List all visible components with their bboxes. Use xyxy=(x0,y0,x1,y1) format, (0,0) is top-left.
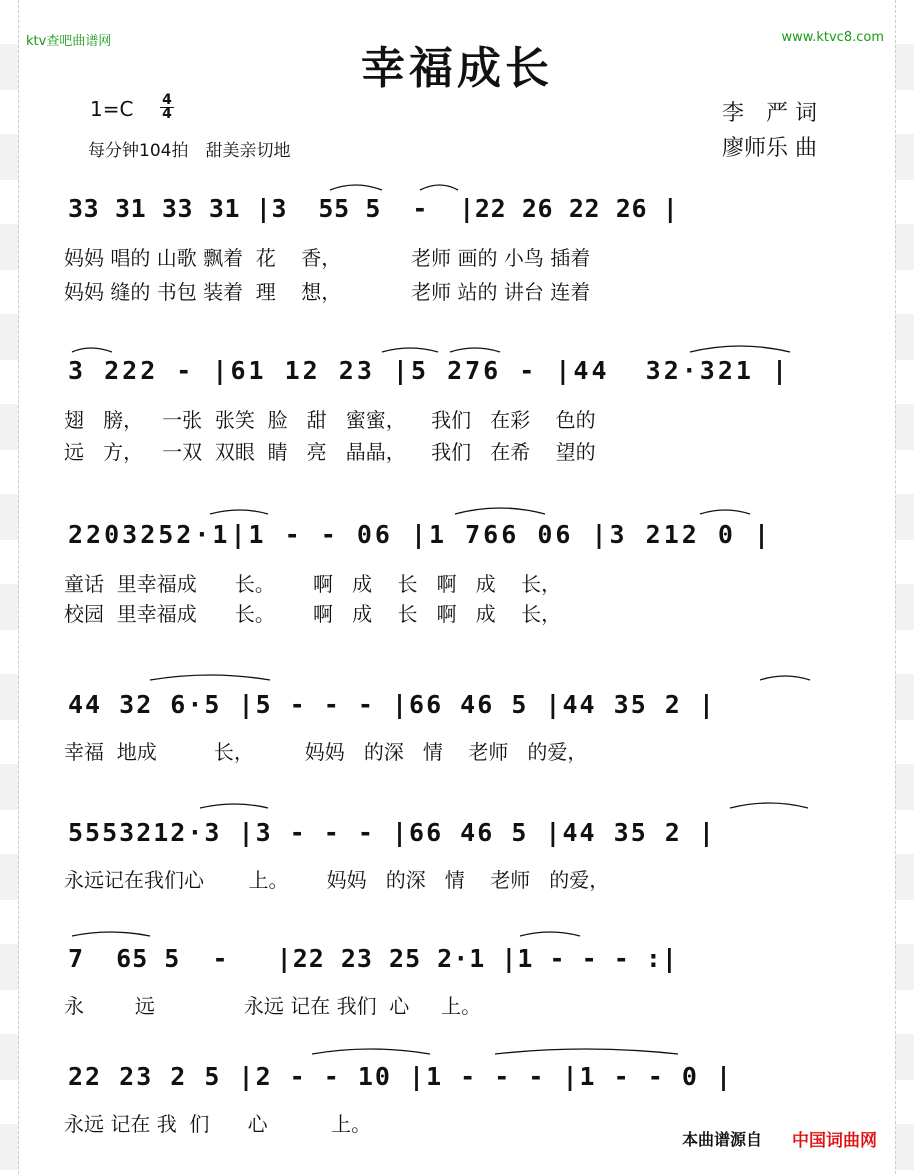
source-site-name: 中国词曲网 xyxy=(792,1131,877,1151)
notation-line-6: 7 65 5 - |22 23 25 2·1 |1 - - - :| xyxy=(68,944,678,973)
lyric-line-3b: 校园 里幸福成 长。 啊 成 长 啊 成 长， xyxy=(64,602,562,626)
notation-line-2: 3 222 - |61 12 23 |5 276 - |44 32·321 | xyxy=(68,356,791,385)
notation-line-5: 5553212·3 |3 - - - |66 46 5 |44 35 2 | xyxy=(68,818,716,847)
watermark-right: www.ktvc8.com xyxy=(781,30,884,45)
notation-line-7: 22 23 2 5 |2 - - 10 |1 - - - |1 - - 0 | xyxy=(68,1062,733,1091)
watermark-left: ktv查吧曲谱网 xyxy=(26,34,112,49)
lyric-line-3a: 童话 里幸福成 长。 啊 成 长 啊 成 长， xyxy=(64,572,562,596)
lyric-line-2b: 远 方， 一双 双眼 睛 亮 晶晶， 我们 在希 望的 xyxy=(64,440,596,464)
notation-line-3: 2203252·1|1 - - 06 |1 766 06 |3 212 0 | xyxy=(68,520,772,549)
time-signature-bottom: 4 xyxy=(162,106,172,122)
lyric-line-1b: 妈妈 缝的 书包 装着 理 想， 老师 站的 讲台 连着 xyxy=(64,280,591,304)
time-signature-top: 4 xyxy=(160,94,174,108)
source-label: 本曲谱源自 xyxy=(682,1130,763,1149)
key-signature: 1=C xyxy=(90,97,134,121)
lyric-line-6: 永 远 永远 记在 我们 心 上。 xyxy=(64,994,482,1018)
lyric-line-5: 永远记在我们心 上。 妈妈 的深 情 老师 的爱， xyxy=(64,868,610,892)
notation-line-4: 44 32 6·5 |5 - - - |66 46 5 |44 35 2 | xyxy=(68,690,716,719)
lyricist-credit: 李 严 词 xyxy=(722,101,817,126)
lyric-line-7: 永远 记在 我 们 心 上。 xyxy=(64,1112,372,1136)
notation-line-1: 33 31 33 31 |3 55 5 - |22 26 22 26 | xyxy=(68,194,679,223)
tempo-marking: 每分钟104拍 甜美亲切地 xyxy=(88,141,291,161)
lyric-line-4: 幸福 地成 长， 妈妈 的深 情 老师 的爱， xyxy=(64,740,588,764)
lyric-line-2a: 翅 膀， 一张 张笑 脸 甜 蜜蜜， 我们 在彩 色的 xyxy=(64,408,596,432)
song-title: 幸福成长 xyxy=(361,43,553,94)
composer-credit: 廖师乐 曲 xyxy=(722,136,817,161)
lyric-line-1a: 妈妈 唱的 山歌 飘着 花 香， 老师 画的 小鸟 插着 xyxy=(64,246,591,270)
